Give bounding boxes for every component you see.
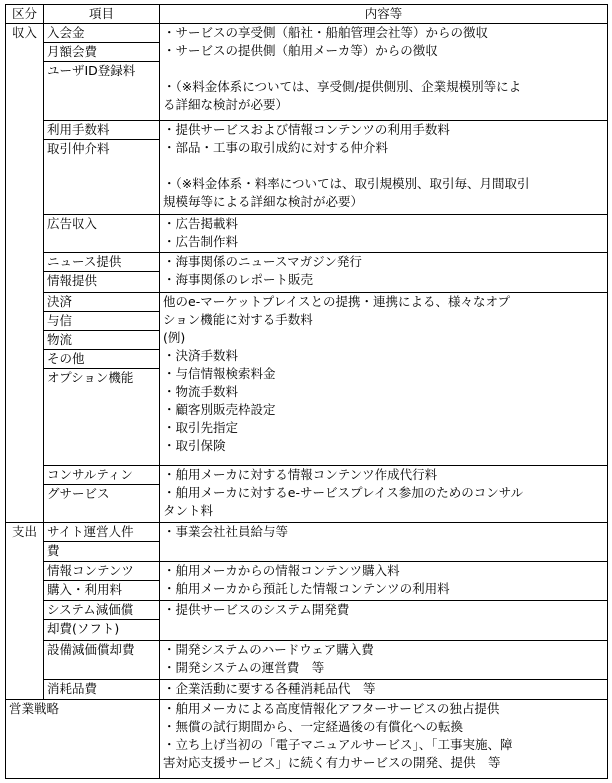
item-label: 購入・利用料 [44,580,159,599]
content-line: ション機能に対する手数料 [163,311,313,327]
item-cell [44,640,160,679]
item-label: サイト運営人件 [47,523,134,539]
table-row [6,679,608,700]
category-cell: 収入 [6,24,44,523]
item-cell [44,466,160,523]
content-line: る詳細な検討が必要） [163,97,289,112]
content-line: ・舶用メーカによる高度情報化アフターサービスの独占提供 [163,701,500,717]
item-cell [44,679,160,700]
content-line: ・サービスの提供側（舶用メーカ等）からの徴収 [163,43,438,58]
item-label: ニュース提供 [47,254,122,270]
item-label: 入会金 [47,25,85,40]
content-line: ・提供サービスおよび情報コンテンツの利用手数料 [163,122,450,138]
content-line: ・決済手数料 [163,347,239,363]
table-row [6,292,608,466]
content-line: ・開発システムのハードウェア購入費 [163,641,374,657]
content-line: ・取引先指定 [163,419,239,435]
content-line: ・企業活動に要する各種消耗品代 等 [163,680,376,696]
content-cell [160,253,608,292]
item-label: ユーザID登録料 [44,61,159,80]
item-cell [44,215,160,253]
content-cell [160,640,608,679]
content-line: ・開発システムの運営費 等 [163,659,325,675]
content-line: 規模毎等による詳細な検討が必要） [163,194,364,210]
table-body [6,24,608,779]
content-line: ・舶用メーカに対する情報コンテンツ作成代行料 [163,467,438,483]
item-cell [44,24,160,121]
item-label: 与信 [44,311,159,330]
header-content: 内容等 [160,5,608,24]
item-label: オプション機能 [44,368,159,387]
content-cell [160,522,608,561]
item-label: 情報コンテンツ [47,563,134,579]
item-label: 取引仲介料 [44,139,159,158]
item-cell [44,121,160,215]
item-label: 情報提供 [44,271,159,290]
content-line: 他のe-マーケットプレイスとの提携・連携による、様々なオプ [163,293,511,309]
content-line: ・提供サービスのシステム開発費 [163,602,350,618]
category-cell: 支出 [6,522,44,700]
item-cell [44,562,160,601]
table-row [6,253,608,292]
content-line: ・部品・工事の取引成約に対する仲介料 [163,140,389,156]
content-line: ・舶用メーカから預託した情報コンテンツの利用料 [163,581,450,597]
table-row [6,640,608,679]
content-line: ・取引保険 [163,437,226,453]
content-line: ・舶用メーカからの情報コンテンツ購入料 [163,563,400,579]
item-cell [44,601,160,640]
table-row [6,466,608,523]
content-line: ・広告掲載料 [163,216,239,232]
header-item: 項目 [44,5,160,24]
table-row [6,601,608,640]
header-row [6,5,608,24]
content-cell [160,121,608,215]
item-cell [44,522,160,561]
item-label: その他 [44,349,159,368]
blank-line [163,60,604,78]
content-cell [160,466,608,523]
strategy-label-cell: 営業戦略 [6,700,160,779]
content-line: ・立ち上げ当初の「電子マニュアルサービス」、「工事実施、障 [163,737,513,753]
table-row [6,522,608,561]
content-cell [160,700,608,779]
item-label: 利用手数料 [47,122,110,138]
item-label: 決済 [47,293,73,309]
content-line: ・顧客別販売枠設定 [163,401,276,417]
item-label: 消耗品費 [47,680,98,696]
table-row [6,700,608,779]
content-line: ・無償の試行期間から、一定経過後の有償化への転換 [163,719,464,735]
item-label: システム減価償 [47,602,134,618]
content-line: ・海事関係のレポート販売 [163,272,314,288]
item-label: 広告収入 [47,216,98,232]
item-label: 却費(ソフト) [44,619,159,638]
header-category: 区分 [6,5,44,24]
content-cell [160,562,608,601]
item-label: コンサルティン [47,467,133,483]
content-line: ・事業会社社員給与等 [163,523,289,539]
item-label: 月額会費 [44,42,159,61]
content-line: ・海事関係のニュースマガジン発行 [163,254,362,270]
content-cell [160,292,608,466]
content-cell [160,215,608,253]
item-label: グサービス [44,484,159,503]
content-line: 害対応支援サービス」に続く有力サービスの開発、提供 等 [163,755,501,771]
content-line: タント料 [163,503,214,519]
item-cell [44,253,160,292]
table-row [6,121,608,215]
content-line: ・与信情報検索料金 [163,365,276,381]
revenue-expense-table [5,4,608,779]
content-line: ・物流手数料 [163,383,239,399]
item-label: 費 [44,541,159,560]
table-row [6,562,608,601]
content-cell [160,601,608,640]
content-line: ・広告制作料 [163,234,239,250]
item-cell [44,292,160,466]
content-line: ・（※料金体系・料率については、取引規模別、取引毎、月間取引 [163,176,530,192]
item-label: 物流 [44,330,159,349]
table-row [6,215,608,253]
content-cell [160,24,608,121]
content-cell [160,679,608,700]
blank-line [163,157,604,175]
content-line: ・舶用メーカに対するe-サービスプレイス参加のためのコンサル [163,485,524,501]
content-line: ・サービスの享受側（船社・船舶管理会社等）からの徴収 [163,25,489,40]
table-row [6,24,608,121]
content-line: ・（※料金体系については、享受側/提供側別、企業規模別等によ [163,79,522,94]
item-label: 設備減価償却費 [47,641,135,657]
content-line: (例) [163,329,186,345]
